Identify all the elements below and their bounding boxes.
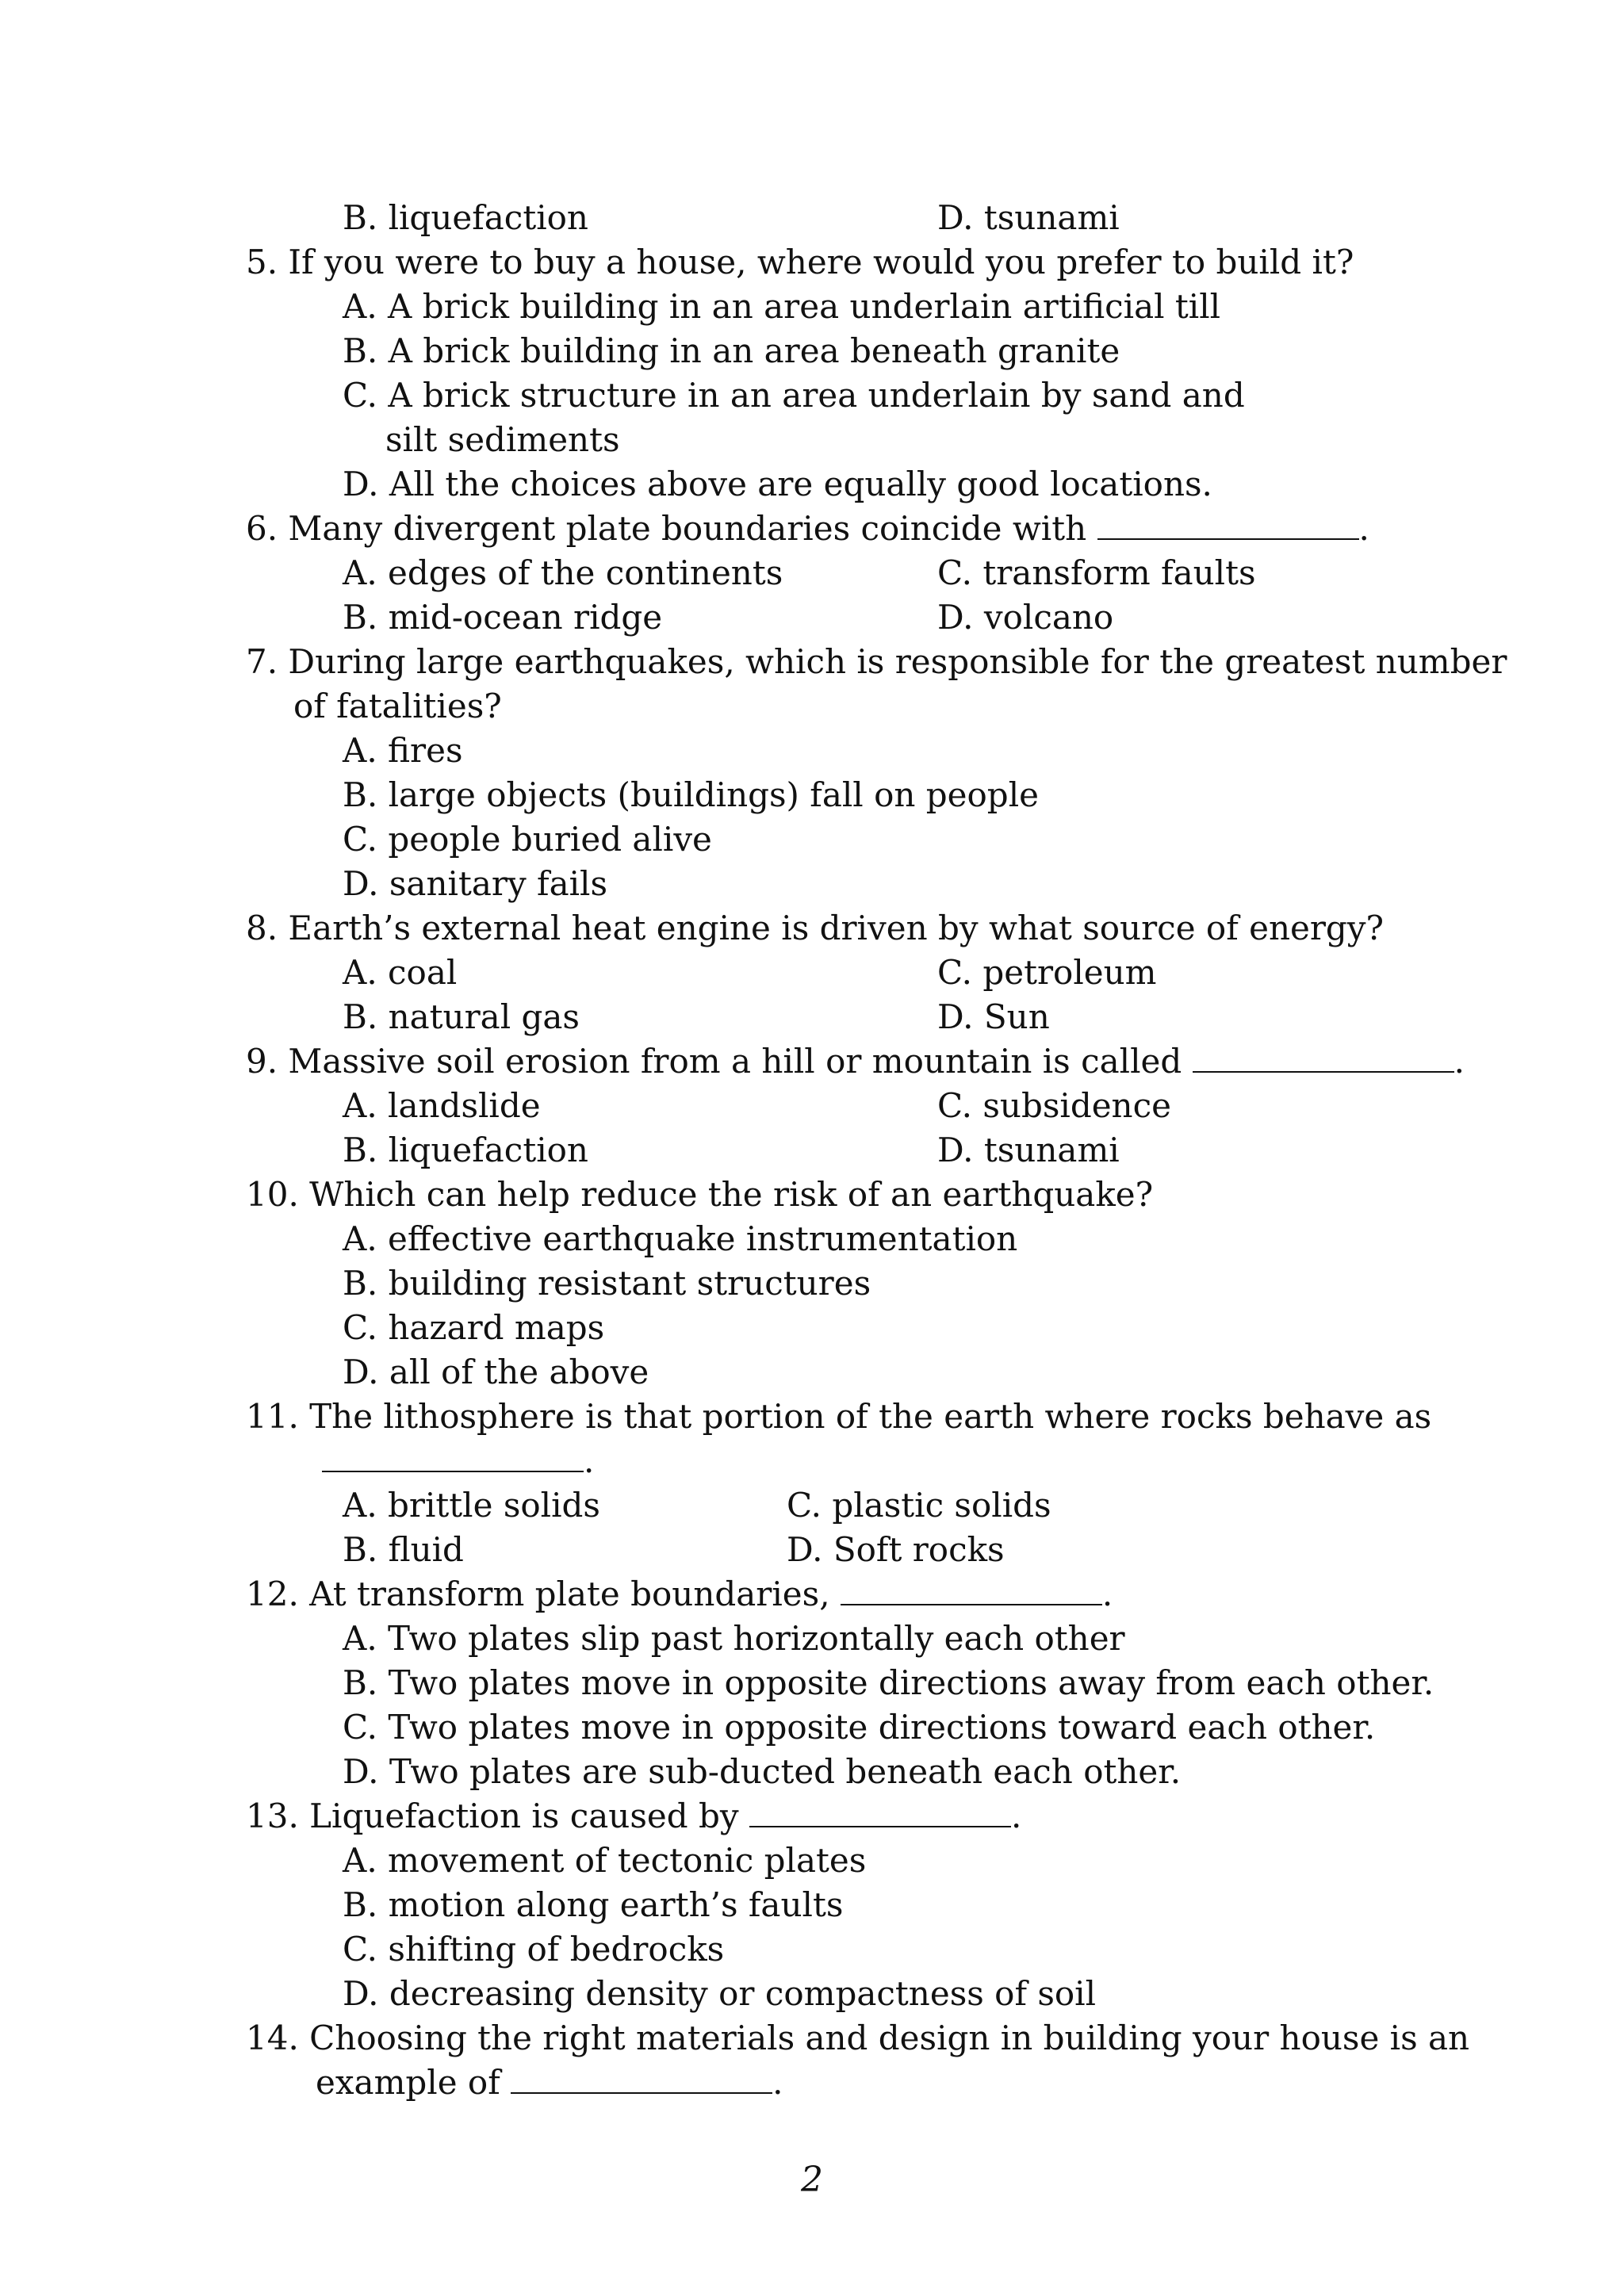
answer-blank: [1097, 507, 1359, 540]
question-8-option-d: D. Sun: [937, 997, 1050, 1036]
question-8-option-a: A. coal: [343, 953, 458, 992]
question-7-option-c: C. people buried alive: [343, 820, 712, 859]
question-9-option-b: B. liquefaction: [343, 1131, 588, 1169]
answer-blank: [511, 2061, 772, 2094]
question-13-option-a: A. movement of tectonic plates: [343, 1841, 867, 1880]
question-6-text: 6. Many divergent plate boundaries coincide with: [246, 509, 1087, 548]
question-5-option-d: D. All the choices above are equally good locations.: [343, 465, 1212, 503]
question-5-option-a: A. A brick building in an area underlain artificial till: [343, 287, 1221, 326]
period: .: [772, 2063, 783, 2102]
question-13-option-d: D. decreasing density or compactness of soil: [343, 1974, 1097, 2013]
question-14-stem-continued: [316, 2061, 783, 2105]
question-6-option-a: A. edges of the continents: [343, 553, 783, 592]
answer-blank: [749, 1794, 1011, 1827]
question-7-stem: 7. During large earthquakes, which is responsible for the greatest number: [246, 642, 1507, 681]
question-7-option-d: D. sanitary fails: [343, 864, 608, 903]
period: .: [584, 1441, 595, 1480]
question-11-option-b: B. fluid: [343, 1530, 464, 1569]
question-8-option-b: B. natural gas: [343, 997, 580, 1036]
question-14-stem: 14. Choosing the right materials and design in building your house is an: [246, 2019, 1470, 2057]
question-6-option-c: C. transform faults: [937, 553, 1256, 592]
question-11-option-d: D. Soft rocks: [787, 1530, 1005, 1569]
question-12-option-d: D. Two plates are sub-ducted beneath each other.: [343, 1752, 1182, 1791]
question-6-option-d: D. volcano: [937, 598, 1114, 637]
question-5-stem: 5. If you were to buy a house, where would you prefer to build it?: [246, 243, 1354, 281]
question-6-stem: [246, 507, 1369, 551]
period: .: [1101, 1575, 1113, 1613]
question-8-option-c: C. petroleum: [937, 953, 1157, 992]
question-13-option-b: B. motion along earth’s faults: [343, 1885, 844, 1924]
question-7-option-b: B. large objects (buildings) fall on people: [343, 775, 1039, 814]
question-11-option-c: C. plastic solids: [787, 1486, 1051, 1525]
question-7-option-a: A. fires: [343, 731, 463, 770]
question-10-option-b: B. building resistant structures: [343, 1264, 871, 1303]
question-13-stem: [246, 1794, 1021, 1839]
question-9-option-c: C. subsidence: [937, 1086, 1171, 1125]
period: .: [1454, 1042, 1465, 1081]
question-13-option-c: C. shifting of bedrocks: [343, 1930, 725, 1969]
question-12-option-a: A. Two plates slip past horizontally each other: [343, 1619, 1125, 1658]
question-5-option-c: C. A brick structure in an area underlain by sand and: [343, 376, 1245, 415]
question-12-option-b: B. Two plates move in opposite directions away from each other.: [343, 1663, 1434, 1702]
period: .: [1358, 509, 1369, 548]
option-d: D. tsunami: [937, 198, 1120, 237]
question-12-option-c: C. Two plates move in opposite directions toward each other.: [343, 1708, 1376, 1747]
question-9-option-a: A. landslide: [343, 1086, 541, 1125]
question-14-text: example of: [316, 2063, 500, 2102]
question-10-option-a: A. effective earthquake instrumentation: [343, 1219, 1018, 1258]
question-10-stem: 10. Which can help reduce the risk of an earthquake?: [246, 1175, 1154, 1214]
question-5-option-c-continued: silt sediments: [385, 420, 620, 459]
question-6-option-b: B. mid-ocean ridge: [343, 598, 663, 637]
question-13-text: 13. Liquefaction is caused by: [246, 1797, 739, 1835]
question-12-text: 12. At transform plate boundaries,: [246, 1575, 830, 1613]
question-11-option-a: A. brittle solids: [343, 1486, 600, 1525]
question-10-option-c: C. hazard maps: [343, 1308, 605, 1347]
option-b: B. liquefaction: [343, 198, 588, 237]
question-11-stem-continued: [322, 1439, 594, 1483]
answer-blank: [322, 1439, 584, 1472]
question-9-stem: [246, 1039, 1465, 1084]
question-5-option-b: B. A brick building in an area beneath granite: [343, 331, 1120, 370]
answer-blank: [1193, 1039, 1454, 1073]
question-12-stem: [246, 1572, 1113, 1617]
question-9-text: 9. Massive soil erosion from a hill or mountain is called: [246, 1042, 1182, 1081]
question-11-stem: 11. The lithosphere is that portion of the earth where rocks behave as: [246, 1397, 1432, 1436]
question-9-option-d: D. tsunami: [937, 1131, 1120, 1169]
question-10-option-d: D. all of the above: [343, 1353, 649, 1391]
answer-blank: [841, 1572, 1102, 1605]
question-7-stem-continued: of fatalities?: [293, 687, 502, 725]
question-8-stem: 8. Earth’s external heat engine is driven by what source of energy?: [246, 909, 1385, 947]
page-number: 2: [801, 2160, 823, 2200]
period: .: [1010, 1797, 1022, 1835]
